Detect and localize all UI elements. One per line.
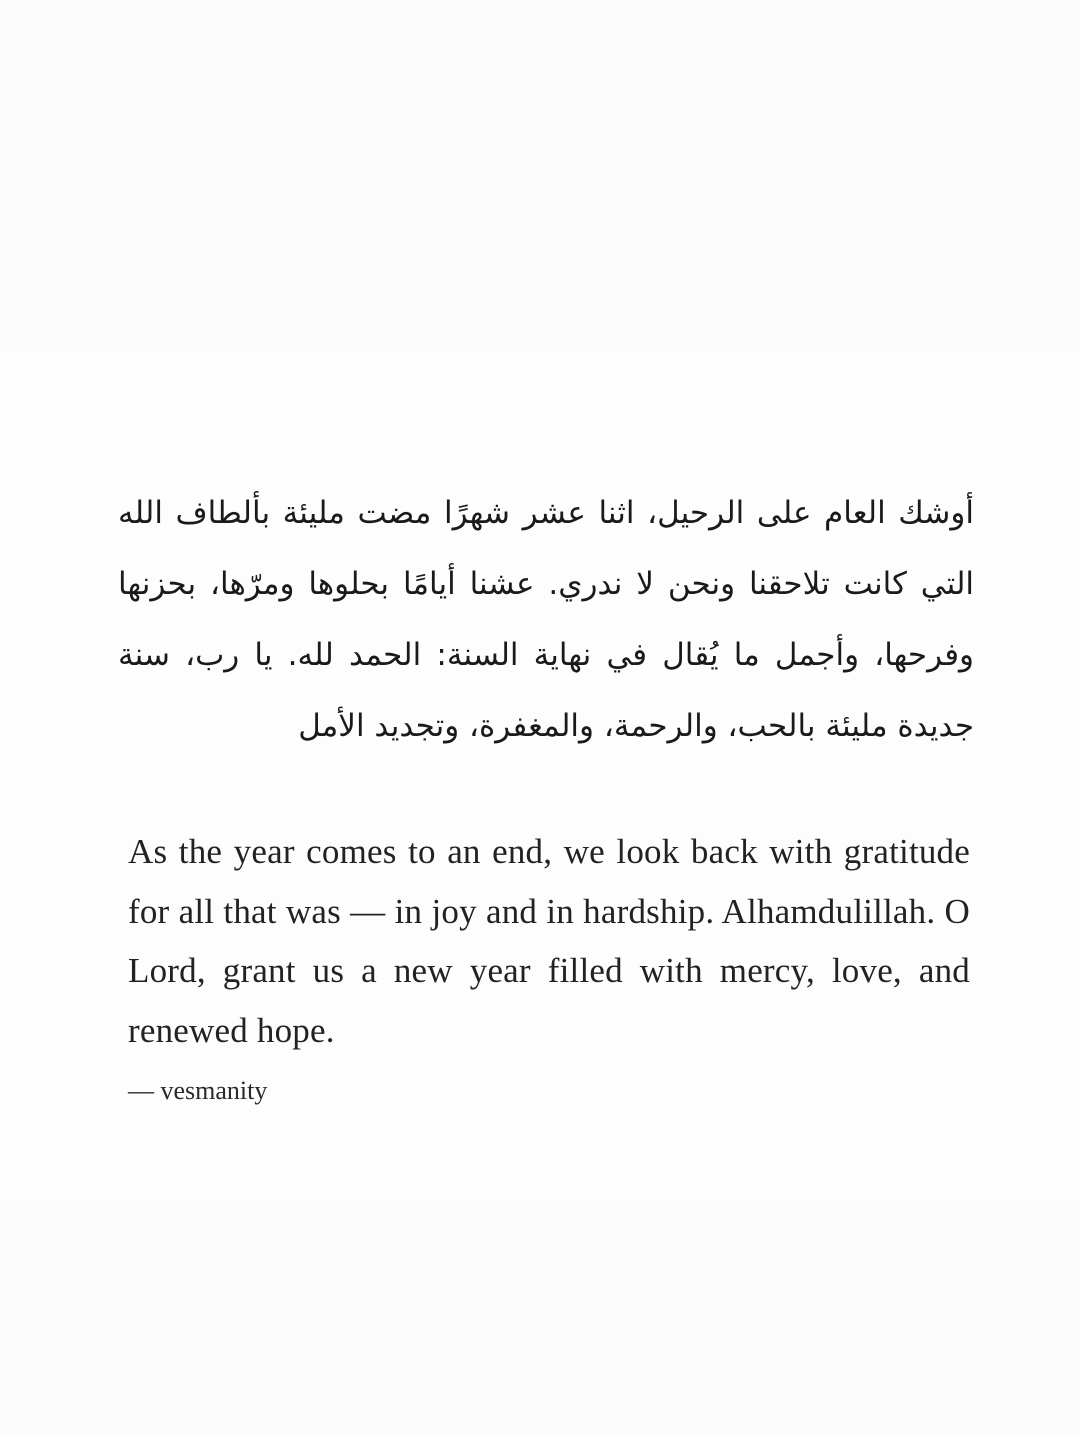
english-quote: As the year comes to an end, we look back with gratitude for all that was — in joy and in hardship. Alhamdulillah. O Lord, grant us a new year filled with mercy, love, and renewed hope.	[128, 832, 970, 1050]
arabic-quote: أوشك العام على الرحيل، اثنا عشر شهرًا مضت مليئة بألطاف الله التي كانت تلاحقنا ونحن لا ندري. عشنا أيامًا بحلوها ومرّها، بحزنها وفرحها، وأجمل ما يُقال في نهاية السنة: الحمد لله. يا رب، سنة جديدة مليئة بالحب، والرحمة، والمغفرة، وتجديد الأمل	[118, 495, 974, 744]
author-signature: — vesmanity	[128, 1076, 268, 1105]
